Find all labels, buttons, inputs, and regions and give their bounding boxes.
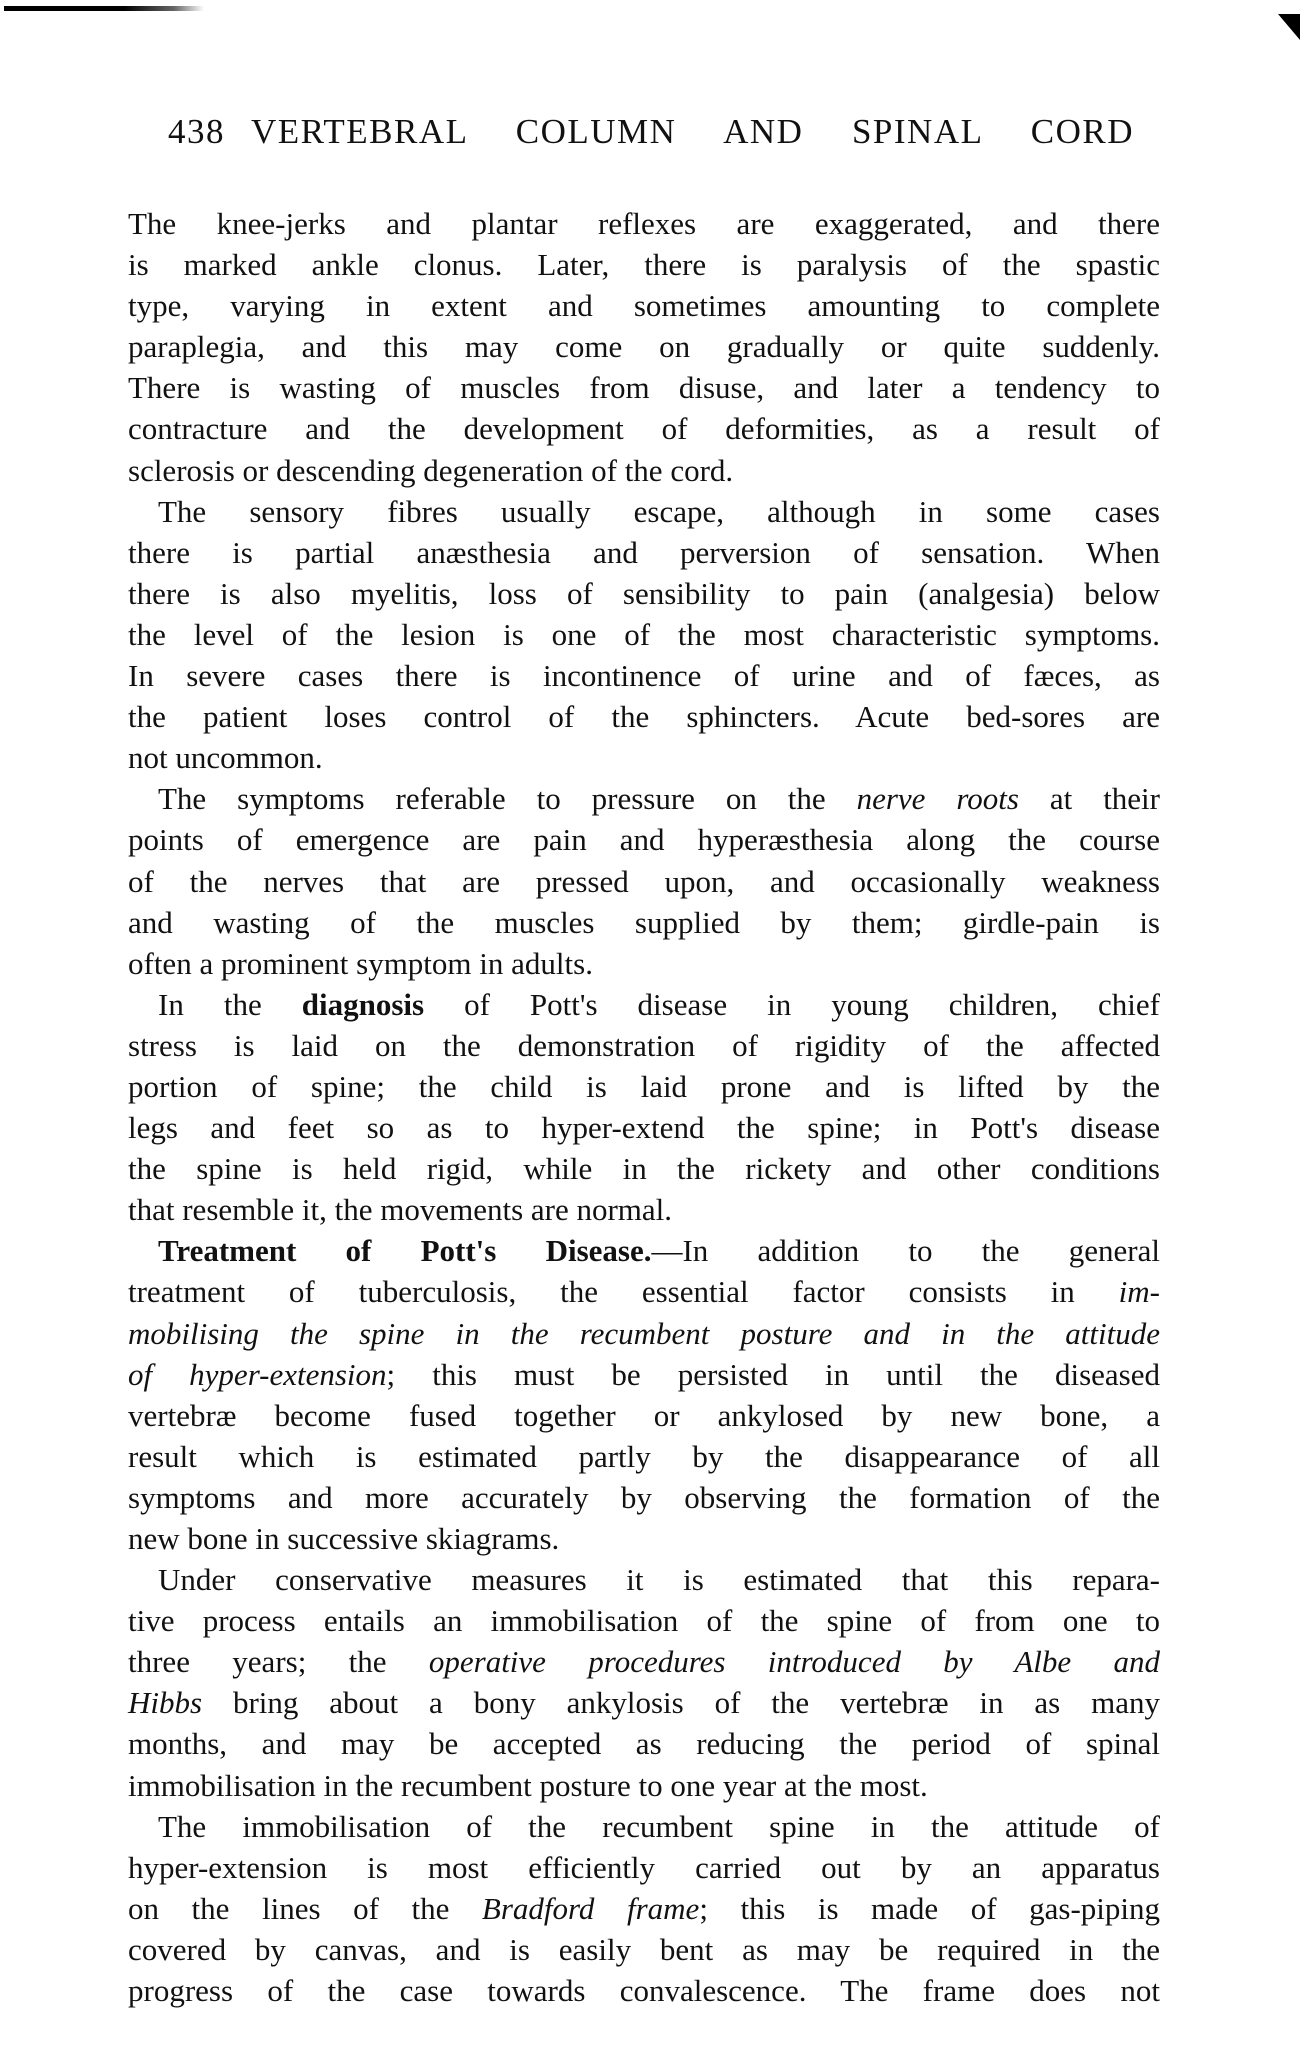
text-line [128,655,1160,696]
text-segment: treatment of tuberculosis, the essential factor consists in [128,1274,1119,1310]
text-line [128,491,1160,532]
italic-text: Bradford frame [481,1890,700,1926]
text-segment: sclerosis or descending degeneration of the cord. [128,452,734,488]
text-line [128,1189,1160,1230]
text-segment: contracture and the development of deformities, as a result of [128,411,1160,447]
text-line [128,1230,1160,1271]
text-segment: not uncommon. [128,740,323,776]
text-segment: The knee-jerks and plantar reflexes are exaggerated, and there [128,206,1160,241]
text-segment: is marked ankle clonus. Later, there is paralysis of the spastic [128,247,1160,283]
text-line [128,1436,1160,1477]
text-line [128,1847,1160,1888]
paragraph [128,1559,1160,1806]
text-segment: The symptoms referable to pressure on the [158,781,857,817]
text-segment: hyper-extension is most efficiently carried out by an apparatus [128,1849,1160,1885]
text-line [128,1395,1160,1436]
text-segment: progress of the case towards convalescence. The frame does not [128,1973,1160,2009]
paragraph [128,491,1160,779]
text-line [128,285,1160,326]
paragraph [128,778,1160,983]
text-line [128,1148,1160,1189]
text-segment: the level of the lesion is one of the most characteristic symptoms. [128,616,1160,652]
bold-text: Treatment of Pott's Disease. [158,1233,652,1269]
italic-text: nerve roots [856,781,1019,817]
text-line [128,1600,1160,1641]
italic-text: of hyper-extension [128,1356,387,1392]
text-line [128,1354,1160,1395]
text-segment: vertebræ become fused together or ankylosed by new bone, a [128,1397,1160,1433]
text-line [128,1682,1160,1723]
text-segment: new bone in successive skiagrams. [128,1521,560,1556]
text-line [128,1765,1160,1806]
text-segment: In severe cases there is incontinence of urine and of fæces, as [128,658,1160,694]
text-line [128,778,1160,819]
text-segment: on the lines of the [128,1890,482,1926]
text-segment: legs and feet so as to hyper-extend the spine; in Pott's disease [128,1110,1160,1146]
text-segment: ; this is made of gas-piping [699,1890,1160,1926]
text-line [128,532,1160,573]
text-line [128,1929,1160,1970]
text-line [128,367,1160,408]
text-line [128,326,1160,367]
text-line [128,1888,1160,1929]
text-segment: —In addition to the general [651,1233,1160,1269]
text-line [128,1313,1160,1354]
text-line [128,819,1160,860]
italic-text: operative procedures introduced by Albe and [428,1644,1160,1680]
running-title: VERTEBRAL COLUMN AND SPINAL CORD [251,112,1134,151]
text-segment: portion of spine; the child is laid prone and is lifted by the [128,1068,1160,1104]
text-line [128,1723,1160,1764]
text-line [128,244,1160,285]
text-line [128,861,1160,902]
text-segment: The sensory fibres usually escape, although in some cases [158,493,1160,529]
text-segment: and wasting of the muscles supplied by them; girdle-pain is [128,904,1160,940]
text-line [128,943,1160,984]
running-header [168,112,1134,152]
text-segment: there is also myelitis, loss of sensibility to pain (analgesia) below [128,575,1160,611]
text-segment: often a prominent symptom in adults. [128,945,593,981]
text-line [128,1641,1160,1682]
text-segment: there is partial anæsthesia and perversion of sensation. When [128,534,1160,570]
text-segment: that resemble it, the movements are normal. [128,1192,673,1228]
text-segment: bring about a bony ankylosis of the vertebræ in as many [202,1685,1160,1721]
text-segment: The immobilisation of the recumbent spine in the attitude of [158,1808,1160,1844]
text-line [128,1806,1160,1847]
text-line [128,1066,1160,1107]
scan-corner-mark [1278,14,1300,40]
text-line [128,1518,1160,1559]
text-line [128,203,1160,244]
text-segment: stress is laid on the demonstration of rigidity of the affected [128,1027,1160,1063]
text-segment: result which is estimated partly by the disappearance of all [128,1438,1160,1474]
italic-text: mobilising the spine in the recumbent posture and in the attitude [128,1315,1160,1351]
text-segment: paraplegia, and this may come on gradually or quite suddenly. [128,329,1160,365]
text-line [128,1559,1160,1600]
text-segment: Under conservative measures it is estimated that this repara- [158,1562,1160,1598]
text-line [128,1107,1160,1148]
italic-text: Hibbs [128,1685,203,1721]
scan-edge-mark [4,6,204,11]
paragraph [128,1230,1160,1559]
text-segment: In the [158,986,302,1022]
text-line [128,1970,1160,2011]
text-segment: points of emergence are pain and hyperæsthesia along the course [128,822,1160,858]
text-line [128,984,1160,1025]
text-segment: ; this must be persisted in until the diseased [386,1356,1160,1392]
paragraph [128,203,1160,491]
text-segment: at their [1018,781,1160,817]
text-segment: symptoms and more accurately by observing the formation of the [128,1479,1160,1515]
text-segment: months, and may be accepted as reducing the period of spinal [128,1726,1160,1762]
body-text [128,203,1160,2011]
text-segment: of the nerves that are pressed upon, and occasionally weakness [128,863,1160,899]
paragraph [128,984,1160,1231]
text-segment: the patient loses control of the sphincters. Acute bed-sores are [128,699,1160,735]
text-segment: type, varying in extent and sometimes amounting to complete [128,288,1160,324]
text-line [128,1025,1160,1066]
text-segment: of Pott's disease in young children, chief [424,986,1161,1022]
text-line [128,408,1160,449]
text-segment: three years; the [128,1644,429,1680]
text-line [128,573,1160,614]
text-segment: There is wasting of muscles from disuse, and later a tendency to [128,370,1160,406]
text-line [128,902,1160,943]
italic-text: im- [1118,1274,1160,1310]
text-line [128,737,1160,778]
text-line [128,1271,1160,1312]
text-segment: covered by canvas, and is easily bent as may be required in the [128,1931,1160,1967]
bold-text: diagnosis [301,986,425,1022]
text-line [128,450,1160,491]
page-number: 438 [168,112,225,151]
text-segment: immobilisation in the recumbent posture to one year at the most. [128,1767,928,1803]
text-line [128,696,1160,737]
paragraph [128,1806,1160,2011]
text-segment: tive process entails an immobilisation of the spine of from one to [128,1603,1160,1639]
text-line [128,614,1160,655]
text-line [128,1477,1160,1518]
text-segment: the spine is held rigid, while in the rickety and other conditions [128,1151,1160,1187]
